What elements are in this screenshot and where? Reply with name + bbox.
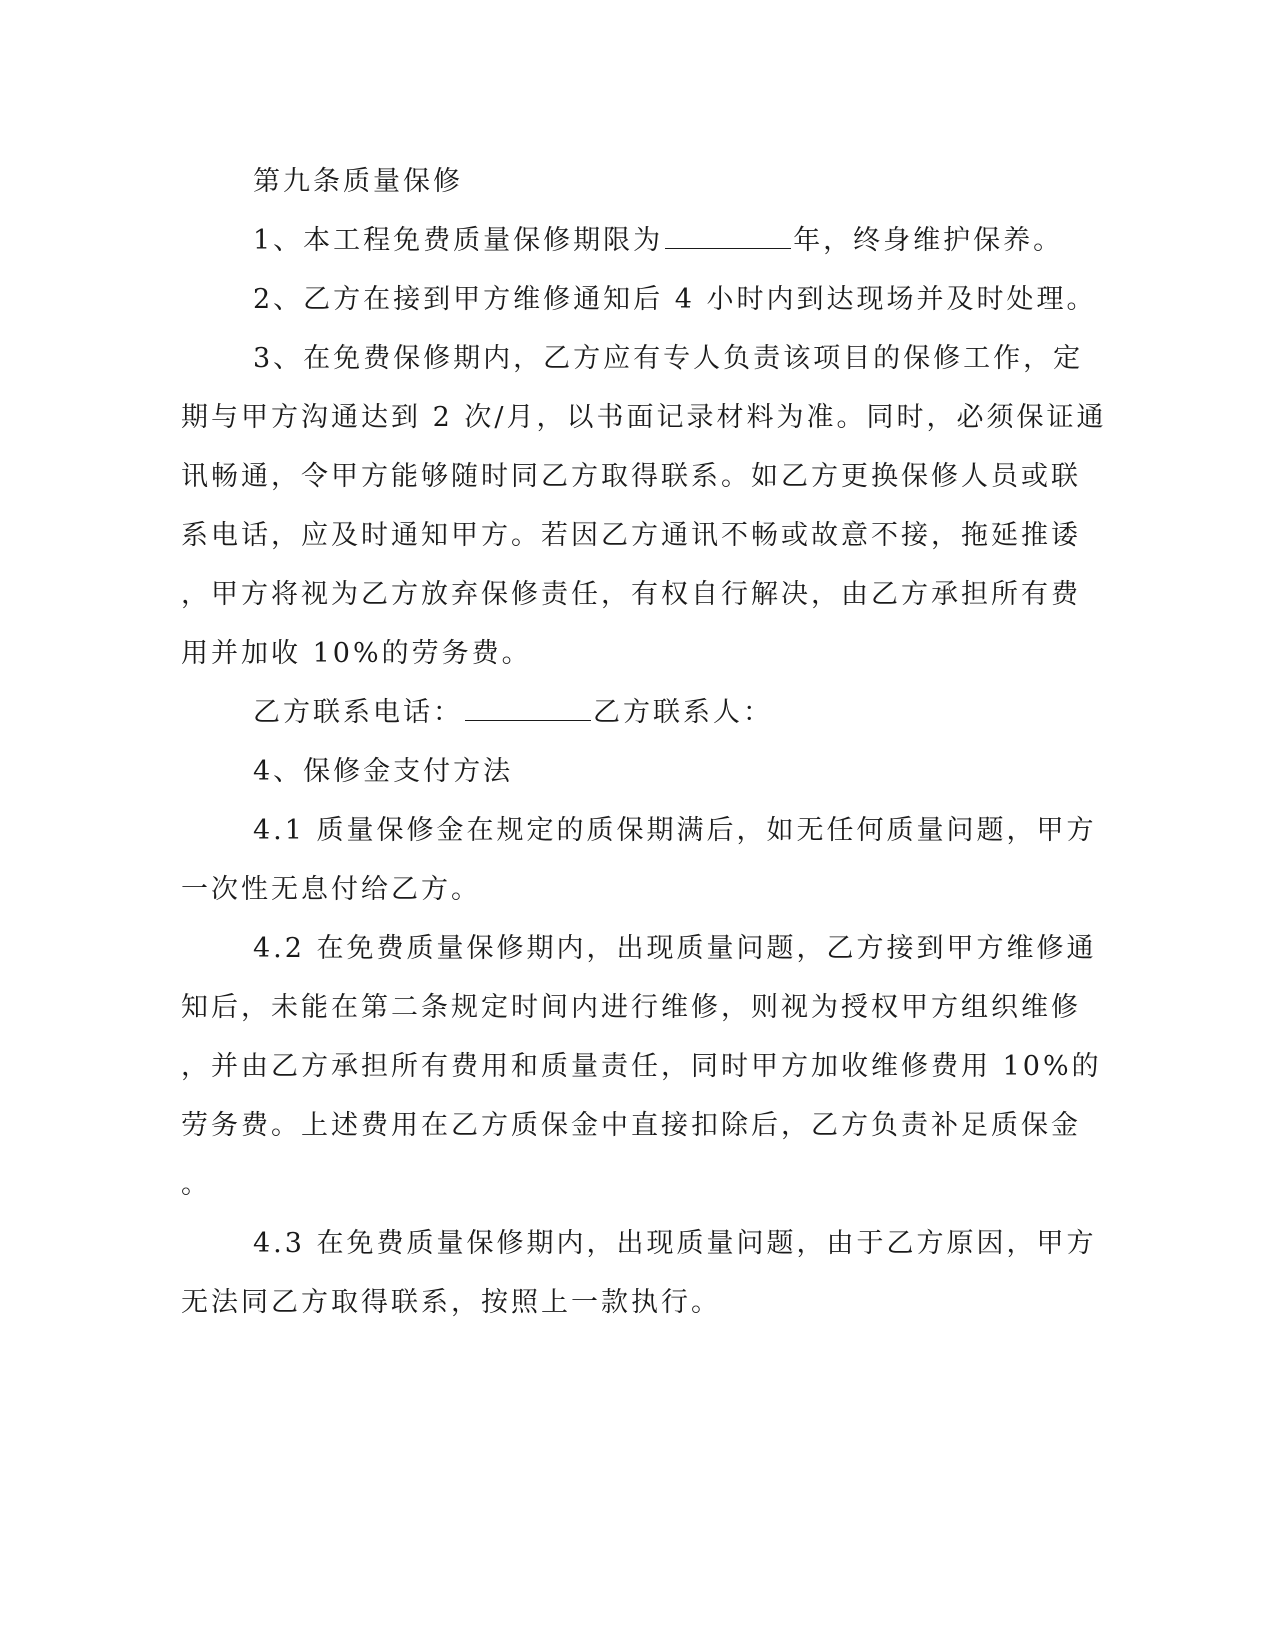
text-line: 期与甲方沟通达到 2 次/月，以书面记录材料为准。同时，必须保证通: [181, 402, 1107, 433]
contact-phone-blank: [465, 696, 591, 721]
text-line: 4.1 质量保修金在规定的质保期满后，如无任何质量问题，甲方: [253, 815, 1097, 846]
clause-4-heading: 4、保修金支付方法: [253, 756, 514, 787]
section-heading: 第九条质量保修: [253, 166, 463, 197]
clause-2: 2、乙方在接到甲方维修通知后 4 小时内到达现场并及时处理。: [253, 284, 1097, 315]
text-line: ，并由乙方承担所有费用和质量责任，同时甲方加收维修费用 10%的: [181, 1051, 1102, 1082]
text-line: 4.2 在免费质量保修期内，出现质量问题，乙方接到甲方维修通: [253, 933, 1097, 964]
text-line: 。: [181, 1169, 211, 1200]
clause-1: 1、本工程免费质量保修期限为 年，终身维护保养。: [253, 225, 1064, 256]
text-line: 无法同乙方取得联系，按照上一款执行。: [181, 1287, 721, 1318]
text-line: 系电话，应及时通知甲方。若因乙方通讯不畅或故意不接，拖延推诿: [181, 520, 1081, 551]
text-line: 3、在免费保修期内，乙方应有专人负责该项目的保修工作，定: [253, 343, 1084, 374]
text-line: 用并加收 10%的劳务费。: [181, 638, 532, 669]
contact-person-label: 乙方联系人：: [593, 697, 773, 728]
contact-line: [253, 696, 773, 730]
text-line: 4.3 在免费质量保修期内，出现质量问题，由于乙方原因，甲方: [253, 1228, 1097, 1259]
text-line: 知后，未能在第二条规定时间内进行维修，则视为授权甲方组织维修: [181, 992, 1081, 1023]
contact-phone-label: 乙方联系电话：: [253, 697, 463, 728]
text-line: ，甲方将视为乙方放弃保修责任，有权自行解决，由乙方承担所有费: [181, 579, 1081, 610]
text-line: 劳务费。上述费用在乙方质保金中直接扣除后，乙方负责补足质保金: [181, 1110, 1081, 1141]
warranty-years-blank: [665, 224, 791, 249]
text-line: 讯畅通，令甲方能够随时同乙方取得联系。如乙方更换保修人员或联: [181, 461, 1081, 492]
text-line: 一次性无息付给乙方。: [181, 874, 481, 905]
